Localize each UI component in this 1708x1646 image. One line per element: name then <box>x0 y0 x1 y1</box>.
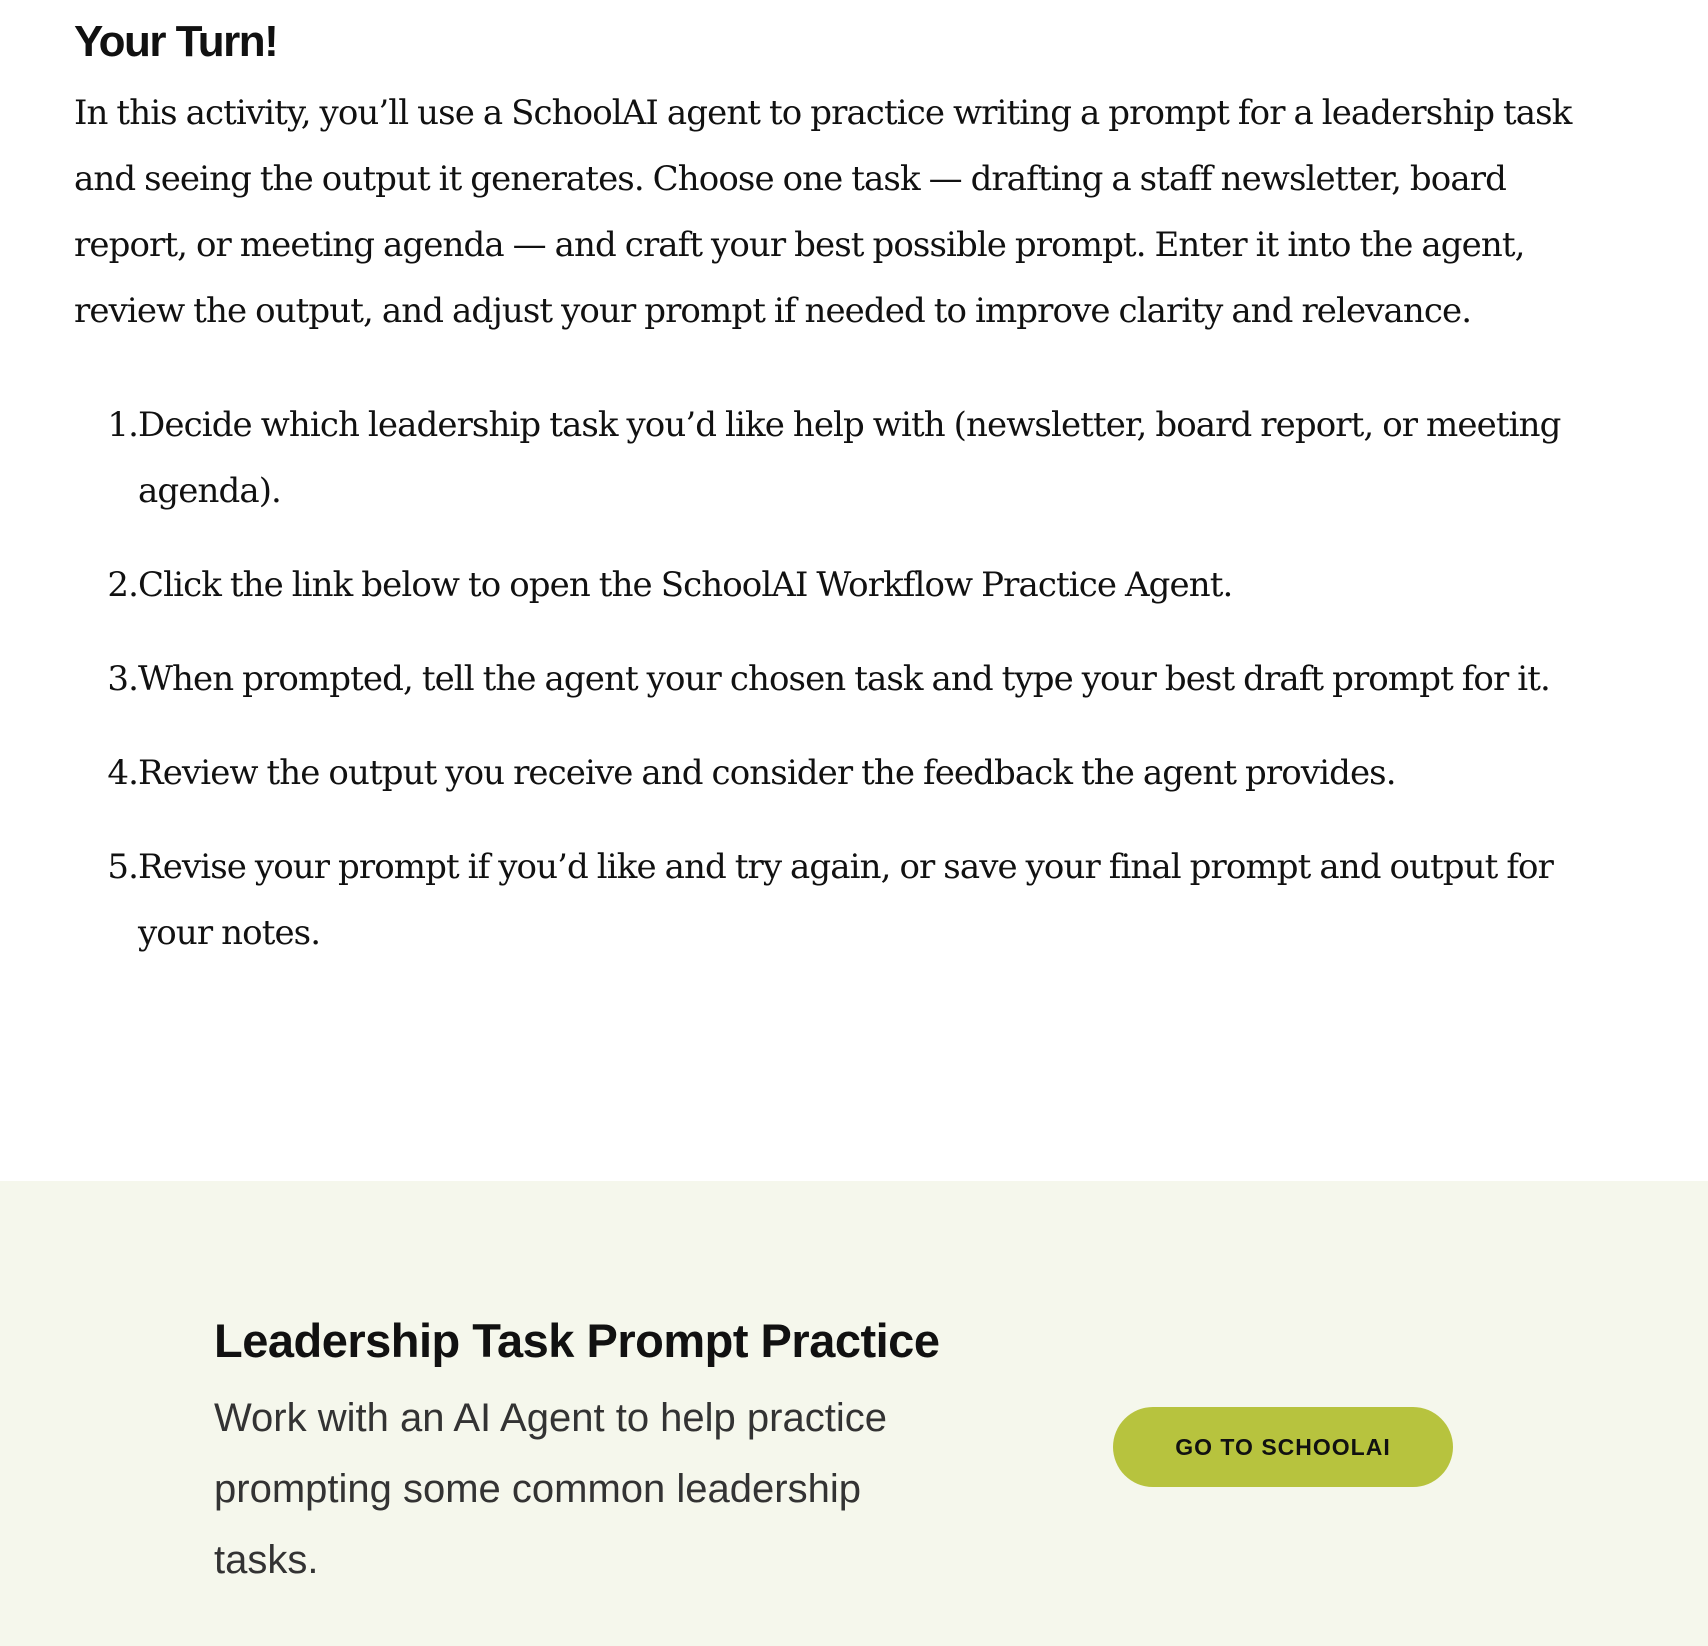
step-number: 3. <box>107 659 138 699</box>
cta-banner <box>0 1181 1708 1646</box>
step-text: Decide which leadership task you’d like help with (newsletter, board report, or meeting agenda). <box>138 405 1561 511</box>
section-heading: Your Turn! <box>74 17 278 66</box>
go-to-schoolai-button[interactable]: GO TO SCHOOLAI <box>1113 1407 1453 1487</box>
cta-title: Leadership Task Prompt Practice <box>214 1314 940 1367</box>
list-item <box>74 392 1604 524</box>
list-item <box>74 740 1604 806</box>
steps-list <box>74 392 1604 966</box>
step-text: Revise your prompt if you’d like and try again, or save your final prompt and output for your notes. <box>138 847 1553 953</box>
list-item <box>74 834 1604 966</box>
step-number: 2. <box>107 565 138 605</box>
list-item <box>74 646 1604 712</box>
step-number: 1. <box>107 405 138 445</box>
step-number: 5. <box>107 847 138 887</box>
step-text: Review the output you receive and consider the feedback the agent provides. <box>138 753 1396 793</box>
step-number: 4. <box>107 753 138 793</box>
cta-description: Work with an AI Agent to help practice prompting some common leadership tasks. <box>214 1396 887 1582</box>
activity-section <box>74 0 1674 994</box>
list-item <box>74 552 1604 618</box>
step-text: Click the link below to open the SchoolAI Workflow Practice Agent. <box>138 565 1233 605</box>
step-text: When prompted, tell the agent your chosen task and type your best draft prompt for it. <box>138 659 1550 699</box>
intro-paragraph: In this activity, you’ll use a SchoolAI agent to practice writing a prompt for a leadership task and seeing the output it generates. Choose one task — drafting a staff newsletter, board report, or meeting agenda — and craft your best possible prompt. Enter it into the agent, review the output, and adjust your prompt if needed to improve clarity and relevance. <box>74 93 1572 331</box>
